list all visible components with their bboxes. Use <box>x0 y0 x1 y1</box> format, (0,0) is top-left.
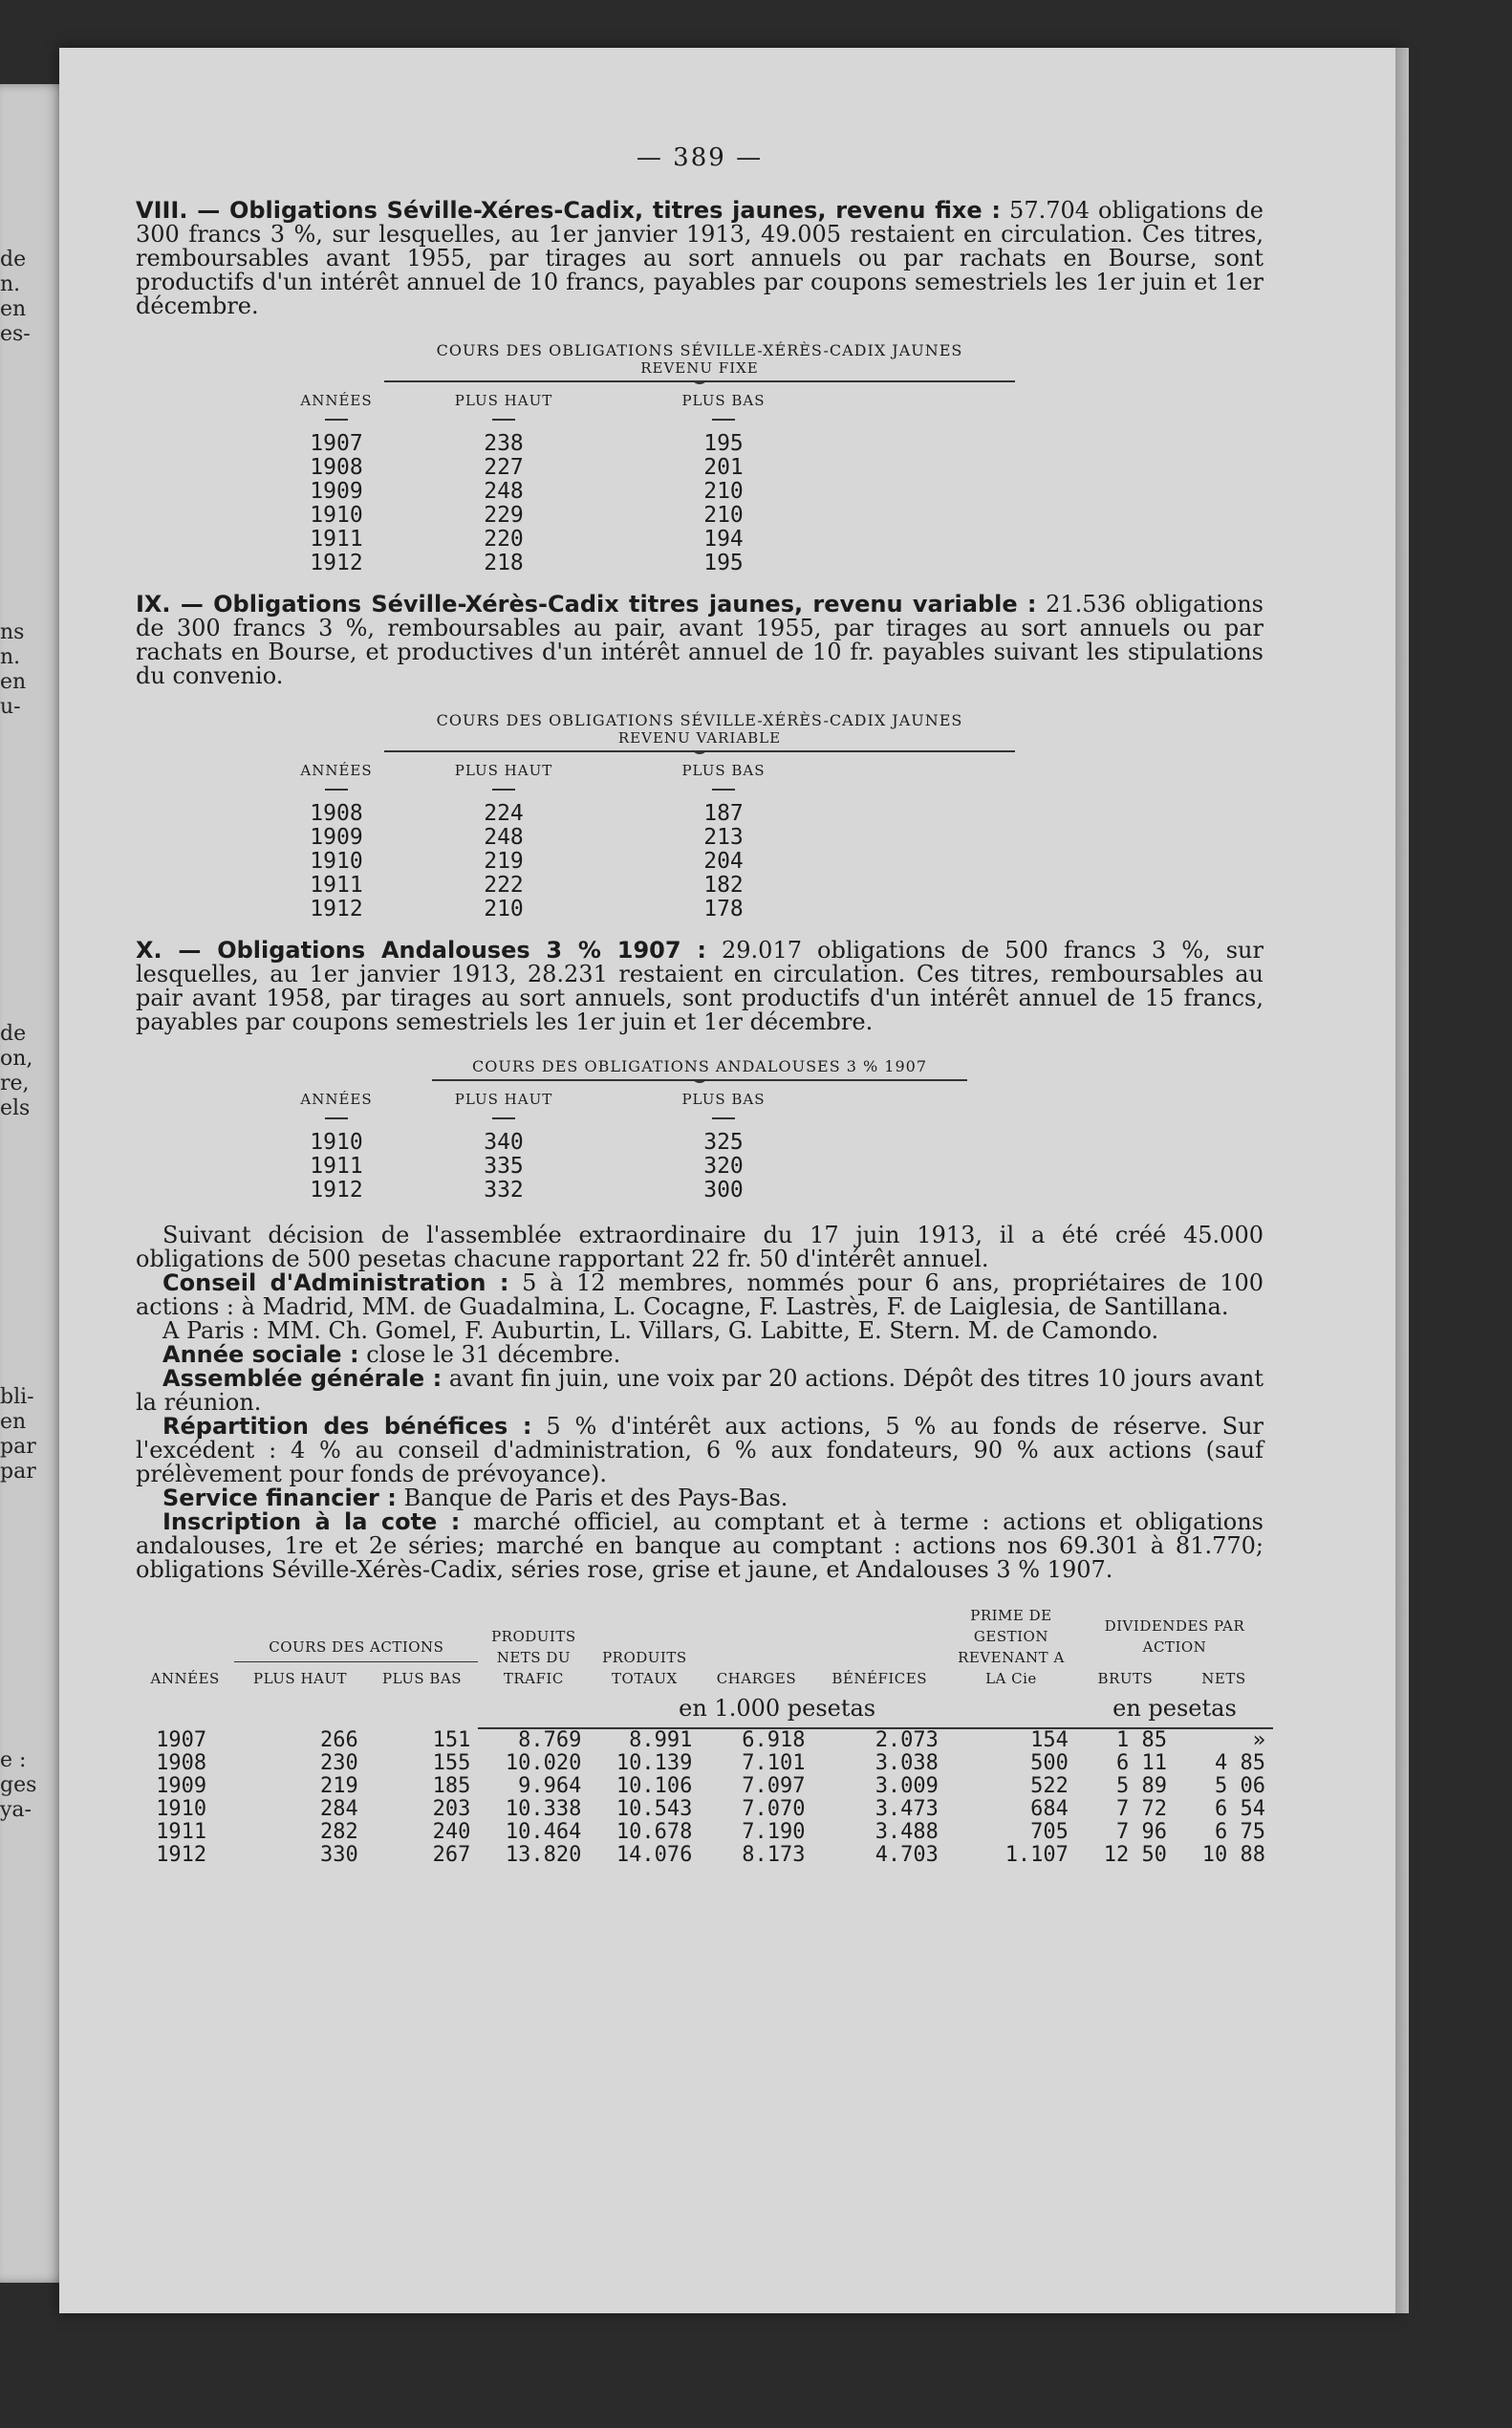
cell-bruts: 6 11 <box>1115 1751 1167 1775</box>
cell-prime: 154 <box>1030 1728 1069 1752</box>
col-high-header: PLUS HAUT <box>454 1091 553 1108</box>
cell-year: 1912 <box>310 551 363 575</box>
cell-haut: 330 <box>319 1843 358 1867</box>
decision-paragraph: Suivant décision de l'assemblée extraordinaire du 17 juin 1913, il a été créé 45.000 obligations de 500 pesetas chacune rapportant 22 fr. 50 d'intérêt annuel. <box>136 1222 1264 1272</box>
cell-low: 300 <box>703 1178 744 1203</box>
cell-haut: 282 <box>319 1820 358 1844</box>
cell-prime: 1.107 <box>1004 1843 1069 1867</box>
cell-totaux: 8.991 <box>629 1728 693 1752</box>
col-low-header: PLUS BAS <box>681 1091 766 1108</box>
cell-high: 210 <box>484 897 524 921</box>
facing-page-fragment: es- <box>0 322 31 346</box>
cell-low: 195 <box>703 551 744 575</box>
fin-col-bruts: BRUTS <box>1097 1670 1154 1687</box>
assemblee-label: Assemblée générale : <box>162 1365 443 1392</box>
service-label: Service financier : <box>162 1485 397 1511</box>
table-row <box>279 552 833 575</box>
cell-prime: 684 <box>1030 1797 1069 1821</box>
cell-bas: 155 <box>432 1751 471 1775</box>
cell-totaux: 14.076 <box>616 1843 693 1867</box>
table-row <box>279 528 833 552</box>
fin-col-cours: COURS DES ACTIONS <box>234 1605 478 1661</box>
cell-high: 229 <box>484 503 524 528</box>
table-row <box>279 898 833 921</box>
facing-page-fragment: en <box>0 297 27 321</box>
table-row <box>279 802 833 826</box>
col-high-header: PLUS HAUT <box>454 762 553 779</box>
facing-page-fragment: els <box>0 1096 31 1120</box>
cell-high: 335 <box>484 1154 524 1179</box>
cell-high: 222 <box>484 873 524 898</box>
cell-totaux: 10.678 <box>616 1820 693 1844</box>
cell-charges: 6.918 <box>742 1728 806 1752</box>
section-ix-heading: IX. — Obligations Séville-Xérès-Cadix titres jaunes, revenu variable : <box>136 591 1037 618</box>
annee-text: close le 31 décembre. <box>366 1341 621 1368</box>
brace-rule <box>384 380 1015 382</box>
cell-haut: 266 <box>319 1727 358 1752</box>
fin-col-years: ANNÉES <box>150 1670 220 1687</box>
cell-high: 248 <box>484 479 524 504</box>
col-years-header: ANNÉES <box>300 1091 373 1108</box>
table-row <box>136 1728 1273 1752</box>
cell-year: 1908 <box>310 801 363 826</box>
cell-bruts: 7 96 <box>1115 1820 1167 1844</box>
cell-bas: 151 <box>432 1727 471 1752</box>
annee-label: Année sociale : <box>162 1341 359 1368</box>
cell-year: 1911 <box>310 873 363 898</box>
brace-rule <box>384 750 1015 752</box>
fin-col-prime: PRIME DE GESTION REVENANT A LA Cie <box>958 1607 1065 1687</box>
table-row <box>136 1821 1273 1844</box>
cell-nets: 5 06 <box>1215 1774 1265 1798</box>
col-low-header: PLUS BAS <box>681 762 766 779</box>
col-high-header: PLUS HAUT <box>454 392 553 409</box>
cell-low: 194 <box>703 527 744 552</box>
cell-year: 1912 <box>310 897 363 921</box>
section-x-table-title: COURS DES OBLIGATIONS ANDALOUSES 3 % 1907 <box>471 1057 928 1075</box>
facing-page-fragment: bli- <box>0 1385 34 1409</box>
table-row <box>279 480 833 504</box>
fin-col-charges: CHARGES <box>716 1670 797 1687</box>
table-row <box>136 1798 1273 1821</box>
cell-nets-trafic: 13.820 <box>505 1843 582 1867</box>
cell-year: 1909 <box>310 479 363 504</box>
cell-year: 1911 <box>156 1820 207 1844</box>
cell-high: 248 <box>484 825 524 850</box>
conseil-label: Conseil d'Administration : <box>162 1269 509 1296</box>
table-row <box>279 850 833 874</box>
cell-bruts: 5 89 <box>1115 1774 1167 1798</box>
cell-low: 187 <box>703 801 744 826</box>
cell-nets-trafic: 8.769 <box>518 1728 582 1752</box>
cell-year: 1910 <box>156 1797 207 1821</box>
cell-totaux: 10.543 <box>616 1797 693 1821</box>
section-ix-text: 21.536 obligations de 300 francs 3 %, remboursables au pair, avant 1955, par tirages au sort annuels ou par rachats en Bourse, et productives d'un intérêt annuel de 10 fr. payables suivant les stipulations du convenio. <box>136 591 1264 689</box>
cell-year: 1907 <box>156 1727 207 1752</box>
facing-page-fragment: de <box>0 1022 27 1046</box>
section-viii-heading: VIII. — Obligations Séville-Xéres-Cadix, titres jaunes, revenu fixe : <box>136 197 1002 224</box>
table-row <box>136 1844 1273 1867</box>
facing-page-fragment: ya- <box>0 1798 32 1822</box>
cell-nets: 4 85 <box>1215 1751 1265 1775</box>
table-row <box>279 1179 833 1203</box>
fin-col-plus-haut: PLUS HAUT <box>253 1670 348 1687</box>
cell-low: 210 <box>703 503 744 528</box>
page-number: — 389 — <box>636 143 764 172</box>
page-content <box>136 143 1264 1867</box>
cell-prime: 500 <box>1030 1751 1069 1775</box>
cell-bas: 240 <box>432 1820 471 1844</box>
section-viii-table <box>279 392 833 575</box>
cell-nets-trafic: 9.964 <box>518 1774 582 1798</box>
cell-year: 1908 <box>156 1751 207 1775</box>
col-years-header: ANNÉES <box>300 762 373 779</box>
section-viii-table-title: COURS DES OBLIGATIONS SÉVILLE-XÉRÈS-CADIX JAUNES <box>436 341 963 359</box>
fin-col-benefices: BÉNÉFICES <box>832 1670 927 1687</box>
facing-page-fragment: de <box>0 248 27 271</box>
cell-year: 1911 <box>310 1154 363 1179</box>
table-row <box>279 1131 833 1155</box>
fin-col-produits-totaux: PRODUITS TOTAUX <box>602 1649 687 1687</box>
fin-col-plus-bas: PLUS BAS <box>382 1670 463 1687</box>
fin-col-nets: NETS <box>1201 1670 1246 1687</box>
section-viii-table-subtitle: REVENU FIXE <box>640 359 759 377</box>
table-row <box>136 1752 1273 1775</box>
section-x-heading: X. — Obligations Andalouses 3 % 1907 : <box>136 937 706 964</box>
cell-low: 178 <box>703 897 744 921</box>
facing-page-fragment: on, <box>0 1047 33 1071</box>
col-years-header: ANNÉES <box>300 392 373 409</box>
cell-charges: 7.097 <box>742 1774 806 1798</box>
cell-bas: 185 <box>432 1774 471 1798</box>
cell-high: 340 <box>484 1130 524 1155</box>
cell-year: 1912 <box>156 1843 207 1867</box>
cell-benefices: 3.473 <box>875 1797 939 1821</box>
facing-page-fragment: u- <box>0 695 21 719</box>
cell-low: 204 <box>703 849 744 874</box>
section-ix-table-subtitle: REVENU VARIABLE <box>617 729 782 747</box>
cell-benefices: 2.073 <box>875 1728 939 1752</box>
section-x-text: 29.017 obligations de 500 francs 3 %, sur lesquelles, au 1er janvier 1913, 28.231 restaient en circulation. Ces titres, remboursables au pair avant 1958, par tirages au sort annuels, sont productifs d'un intérêt annuel de 15 francs, payables par coupons semestriels les 1er juin et 1er décembre. <box>136 937 1264 1035</box>
cell-totaux: 10.139 <box>616 1751 693 1775</box>
cell-totaux: 10.106 <box>616 1774 693 1798</box>
inscription-label: Inscription à la cote : <box>162 1508 461 1535</box>
cell-low: 201 <box>703 455 744 480</box>
section-ix-table-title: COURS DES OBLIGATIONS SÉVILLE-XÉRÈS-CADIX JAUNES <box>436 711 963 729</box>
cell-low: 195 <box>703 431 744 456</box>
cell-high: 227 <box>484 455 524 480</box>
section-ix-table <box>279 762 833 921</box>
cell-nets: 6 54 <box>1215 1797 1265 1821</box>
cell-high: 332 <box>484 1178 524 1203</box>
facing-page-fragment: ns <box>0 620 25 644</box>
section-x-table <box>279 1091 833 1203</box>
facing-page-fragment: par <box>0 1460 36 1484</box>
facing-page-fragment: n. <box>0 645 21 669</box>
cell-bruts: 1 85 <box>1115 1728 1167 1752</box>
cell-charges: 7.101 <box>742 1751 806 1775</box>
cell-benefices: 3.038 <box>875 1751 939 1775</box>
fin-col-produits-nets: PRODUITS NETS DU TRAFIC <box>491 1628 576 1687</box>
cell-year: 1912 <box>310 1178 363 1203</box>
cell-year: 1910 <box>310 849 363 874</box>
finance-table <box>136 1605 1273 1867</box>
section-viii-paragraph <box>136 199 1264 318</box>
page-edge-shadow <box>1395 48 1409 2313</box>
facing-page-fragment: re, <box>0 1072 30 1095</box>
cell-year: 1910 <box>310 503 363 528</box>
fin-col-dividendes: DIVIDENDES PAR ACTION <box>1104 1617 1245 1657</box>
table-row <box>279 1155 833 1179</box>
cell-bruts: 12 50 <box>1103 1843 1167 1867</box>
cell-benefices: 4.703 <box>875 1843 939 1867</box>
cell-haut: 230 <box>319 1751 358 1775</box>
assemblee-text: avant fin juin, une voix par 20 actions. Dépôt des titres 10 jours avant la réunion. <box>136 1365 1264 1416</box>
unit-thousands-label: en 1.000 pesetas <box>478 1693 1076 1728</box>
cell-nets: 6 75 <box>1215 1820 1265 1844</box>
cell-nets-trafic: 10.020 <box>505 1751 582 1775</box>
facing-page-fragment: par <box>0 1435 36 1459</box>
book-page <box>59 48 1399 2313</box>
cell-low: 320 <box>703 1154 744 1179</box>
cell-high: 224 <box>484 801 524 826</box>
unit-pesetas-label: en pesetas <box>1076 1693 1273 1728</box>
cell-benefices: 3.009 <box>875 1774 939 1798</box>
cell-low: 210 <box>703 479 744 504</box>
cell-high: 218 <box>484 551 524 575</box>
cell-prime: 522 <box>1030 1774 1069 1798</box>
facing-page-fragment: ges <box>0 1773 37 1797</box>
cell-year: 1909 <box>156 1774 207 1798</box>
inscription-text: marché officiel, au comptant et à terme : actions et obligations andalouses, 1re et 2e séries; marché en banque au comptant : actions nos 69.301 à 81.770; obligations Séville-Xérès-Cadix, séries rose, grise et jaune, et Andalouses 3 % 1907. <box>136 1508 1264 1583</box>
cell-charges: 7.190 <box>742 1820 806 1844</box>
paris-paragraph: A Paris : MM. Ch. Gomel, F. Auburtin, L. Villars, G. Labitte, E. Stern. M. de Camondo. <box>162 1317 1159 1344</box>
cell-charges: 7.070 <box>742 1797 806 1821</box>
cell-low: 325 <box>703 1130 744 1155</box>
facing-page-fragment: n. <box>0 272 21 296</box>
cell-low: 213 <box>703 825 744 850</box>
cell-nets-trafic: 10.338 <box>505 1797 582 1821</box>
table-row <box>279 874 833 898</box>
table-row <box>279 826 833 850</box>
cell-year: 1910 <box>310 1130 363 1155</box>
cell-bas: 203 <box>432 1797 471 1821</box>
cell-low: 182 <box>703 873 744 898</box>
cell-high: 220 <box>484 527 524 552</box>
cell-nets: 10 88 <box>1201 1843 1265 1867</box>
col-low-header: PLUS BAS <box>681 392 766 409</box>
cell-bruts: 7 72 <box>1115 1797 1167 1821</box>
facing-page-fragment: en <box>0 670 27 694</box>
repartition-label: Répartition des bénéfices : <box>162 1413 532 1440</box>
cell-prime: 705 <box>1030 1820 1069 1844</box>
conseil-text: 5 à 12 membres, nommés pour 6 ans, propriétaires de 100 actions : à Madrid, MM. de Guadalmina, L. Cocagne, F. Lastrès, F. de Laiglesia, de Santillana. <box>136 1269 1264 1320</box>
cell-year: 1908 <box>310 455 363 480</box>
cell-nets-trafic: 10.464 <box>505 1820 582 1844</box>
cell-high: 238 <box>484 431 524 456</box>
repartition-text: 5 % d'intérêt aux actions, 5 % au fonds de réserve. Sur l'excédent : 4 % au conseil d'administration, 6 % aux fondateurs, 90 % aux actions (sauf prélèvement pour fonds de prévoyance). <box>136 1413 1264 1487</box>
table-row <box>279 456 833 480</box>
section-x-paragraph <box>136 939 1264 1034</box>
facing-page-fragment: e : <box>0 1748 27 1772</box>
section-ix-paragraph <box>136 593 1264 688</box>
cell-charges: 8.173 <box>742 1843 806 1867</box>
facing-page-fragment: en <box>0 1410 27 1434</box>
table-row <box>136 1775 1273 1798</box>
brace-rule <box>432 1079 967 1081</box>
cell-bas: 267 <box>432 1843 471 1867</box>
cell-nets: » <box>1252 1728 1265 1752</box>
cell-haut: 284 <box>319 1797 358 1821</box>
table-row <box>279 432 833 456</box>
cell-year: 1911 <box>310 527 363 552</box>
cell-year: 1909 <box>310 825 363 850</box>
table-row <box>279 504 833 528</box>
cell-benefices: 3.488 <box>875 1820 939 1844</box>
section-viii-text: 57.704 obligations de 300 francs 3 %, sur lesquelles, au 1er janvier 1913, 49.005 restaient en circulation. Ces titres, remboursables avant 1955, par tirages au sort annuels ou par rachats en Bourse, sont productifs d'un intérêt annuel de 10 francs, payables par coupons semestriels les 1er juin et 1er décembre. <box>136 197 1264 319</box>
cell-year: 1907 <box>310 431 363 456</box>
cell-haut: 219 <box>319 1774 358 1798</box>
service-text: Banque de Paris et des Pays-Bas. <box>403 1485 788 1511</box>
cell-high: 219 <box>484 849 524 874</box>
